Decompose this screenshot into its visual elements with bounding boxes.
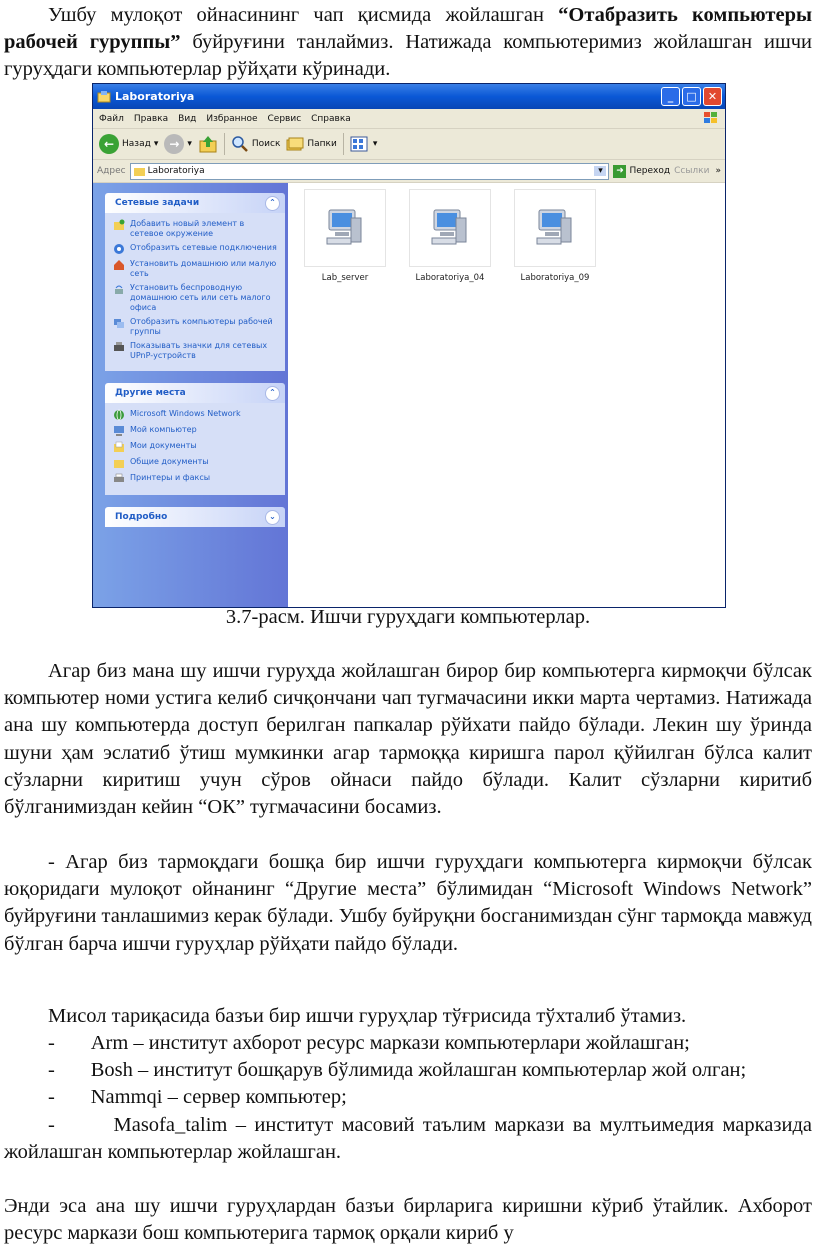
workgroup-computers-icon: [113, 317, 125, 329]
panel-header[interactable]: [105, 383, 285, 403]
toolbar: [93, 129, 725, 160]
computer-label: Lab_server: [321, 273, 369, 283]
intro-text-start: Ушбу мулоқот ойнасининг чап қисмида жойлашган: [48, 4, 559, 26]
folders-icon: [286, 136, 304, 152]
body-paragraph-4: Энди эса ана шу ишчи гуруҳлардан базъи бирларига киришни кўриб ўтайлик. Ахборот ресурс маркази бош компьютерига тармоқ орқали кириб у: [4, 1195, 812, 1245]
chevron-down-icon: ▾: [187, 139, 192, 149]
go-button[interactable]: [613, 165, 670, 178]
task-label: Добавить новый элемент в сетевое окружение: [130, 219, 245, 238]
figure-caption: 3.7-расм. Ишчи гуруҳдаги компьютерлар.: [225, 606, 591, 628]
task-add-network-place[interactable]: [113, 219, 279, 239]
place-microsoft-windows-network[interactable]: [113, 409, 279, 421]
add-network-place-icon: [113, 219, 125, 231]
go-arrow-icon: ➜: [613, 165, 626, 178]
network-tasks-panel: [105, 193, 285, 371]
toolbar-separator: [343, 133, 344, 155]
computer-icon-frame: [304, 189, 386, 267]
task-label: Установить беспроводную домашнюю сеть или сеть малого офиса: [130, 283, 271, 312]
back-arrow-icon: ←: [99, 134, 119, 154]
place-printers-and-faxes[interactable]: [113, 473, 279, 485]
details-panel: [105, 507, 285, 527]
up-button[interactable]: [198, 134, 218, 154]
globe-network-icon: [113, 409, 125, 421]
computer-item[interactable]: [510, 189, 600, 283]
place-label: Принтеры и факсы: [130, 473, 211, 482]
menu-view[interactable]: Вид: [178, 113, 197, 124]
address-label: Адрес: [97, 166, 126, 176]
search-label: Поиск: [251, 139, 281, 149]
menubar: [93, 109, 725, 129]
other-places-panel: [105, 383, 285, 495]
chevron-down-icon[interactable]: ▾: [594, 166, 606, 176]
body-paragraph-1: Агар биз мана шу ишчи гуруҳда жойлашган бирор бир компьютерга кирмоқчи бўлсак компьютер номи устига келиб сичқончани чап тугмачасини икки марта чертамиз. Натижада ана шу компьютерда доступ берилган папкалар рўйхати пайдо бўлади. Лекин шу ўринда шуни ҳам эслатиб ўтиш мумкинки агар тармоққа киришга парол қўйилган бўлса калит сўзларни киритиш учун сўров ойнаси пайдо бўлади. Калит сўзларни киритиб бўлганимиздан кейин “ОК” тугмачасини босамиз.: [4, 660, 812, 819]
place-label: Microsoft Windows Network: [130, 409, 241, 418]
folders-label: Папки: [307, 139, 337, 149]
task-label: Показывать значки для сетевых UPnP-устройств: [130, 341, 268, 360]
intro-text-end: буйруғини танлаймиз. Натижада компьютеримиз жойлашган ишчи гуруҳдаги компьютерлар рўйҳати кўринади.: [4, 31, 813, 81]
list-item: - Arm – институт ахборот ресурс маркази компьютерлари жойлашган;: [48, 1032, 690, 1054]
chevron-down-icon: ▾: [153, 139, 159, 149]
place-label: Общие документы: [130, 457, 209, 466]
toolbar-separator: [224, 133, 225, 155]
task-label: Отобразить компьютеры рабочей группы: [130, 317, 273, 336]
close-button[interactable]: ✕: [703, 87, 722, 106]
back-button[interactable]: [99, 134, 158, 154]
back-label: Назад: [122, 139, 151, 149]
body-paragraph-2: - Агар биз тармоқдаги бошқа бир ишчи гуруҳдаги компьютерга кирмоқчи бўлсак юқоридаги мулоқот ойнанинг “Другие места” бўлимидан “Microsoft Windows Network” буйруғини танлашимиз керак бўлади. Ушбу буйруқни босганимиздан сўнг тармоқда мавжуд бўлган барча ишчи гуруҳлар рўйҳати пайдо бўлади.: [4, 851, 812, 955]
network-connections-icon: [113, 243, 125, 255]
computer-item[interactable]: [300, 189, 390, 283]
upnp-device-icon: [113, 341, 125, 353]
task-setup-home-network[interactable]: [113, 259, 279, 279]
place-my-computer[interactable]: [113, 425, 279, 437]
go-label: Переход: [629, 166, 671, 176]
menu-edit[interactable]: Правка: [133, 113, 169, 124]
computer-icon-frame: [514, 189, 596, 267]
window-buttons: [661, 87, 722, 106]
printer-icon: [113, 473, 125, 485]
workgroup-list: [4, 1030, 812, 1166]
task-show-workgroup-computers[interactable]: [113, 317, 279, 337]
task-setup-wireless[interactable]: [113, 283, 279, 313]
my-documents-icon: [113, 441, 125, 453]
chevron-down-icon: ▾: [372, 139, 378, 149]
task-label: Установить домашнюю или малую сеть: [130, 259, 277, 278]
panel-header[interactable]: [105, 507, 285, 527]
computer-icon-frame: [409, 189, 491, 267]
my-computer-icon: [113, 425, 125, 437]
network-folder-icon: [97, 90, 111, 104]
place-my-documents[interactable]: [113, 441, 279, 453]
window-title: Laboratoriya: [115, 90, 195, 103]
windows-logo-icon: [703, 111, 719, 125]
views-button[interactable]: [350, 136, 378, 152]
explorer-window-screenshot: [92, 83, 726, 608]
folders-button[interactable]: [286, 136, 336, 152]
network-computer-icon: [321, 204, 369, 252]
intro-bold-command: “Отабразить компьютеры рабочей гуруппы”: [4, 4, 812, 54]
address-value: Laboratoriya: [147, 166, 205, 176]
panel-body: [105, 213, 285, 371]
task-label: Отобразить сетевые подключения: [130, 243, 277, 252]
network-computer-icon: [426, 204, 474, 252]
menu-help[interactable]: Справка: [311, 113, 351, 124]
collapse-chevron-icon[interactable]: ⌃: [265, 196, 280, 211]
maximize-button[interactable]: □: [682, 87, 701, 106]
computer-label: Laboratoriya_04: [415, 273, 485, 283]
minimize-button[interactable]: _: [661, 87, 680, 106]
network-folder-icon: [134, 166, 145, 176]
forward-arrow-icon: →: [164, 134, 184, 154]
chevron-right-icon[interactable]: »: [715, 166, 721, 176]
wireless-network-icon: [113, 283, 125, 295]
list-item: - Nammqi – сервер компьютер;: [48, 1086, 347, 1109]
panel-title: Другие места: [115, 388, 186, 398]
body-paragraph-3: Мисол тариқасида базъи бир ишчи гуруҳлар тўғрисида тўхталиб ўтамиз.: [48, 1005, 687, 1027]
folder-up-icon: [198, 134, 218, 154]
place-shared-documents[interactable]: [113, 457, 279, 469]
forward-button[interactable]: [164, 134, 192, 154]
expand-chevron-icon[interactable]: ⌄: [265, 510, 280, 525]
panel-title: Подробно: [115, 512, 168, 522]
place-label: Мой компьютер: [130, 425, 197, 434]
search-button[interactable]: [231, 135, 281, 153]
place-label: Мои документы: [130, 441, 197, 450]
file-view: [288, 183, 725, 607]
search-icon: [231, 135, 249, 153]
list-item: - Masofa_talim – институт масовий таълим маркази ва мултьимедия марказида жойлашган компьютерлар жойлашган.: [4, 1113, 812, 1163]
menu-tools[interactable]: Сервис: [267, 113, 302, 124]
computer-label: Laboratoriya_09: [520, 273, 590, 283]
collapse-chevron-icon[interactable]: ⌃: [265, 386, 280, 401]
panel-title: Сетевые задачи: [115, 198, 200, 208]
views-icon: [350, 136, 370, 152]
list-item: - Bosh – институт бошқарув бўлимида жойлашган компьютерлар жой олган;: [48, 1059, 747, 1082]
menu-file[interactable]: Файл: [99, 113, 124, 124]
home-network-icon: [113, 259, 125, 271]
network-computer-icon: [531, 204, 579, 252]
panel-body: [105, 403, 285, 495]
links-label[interactable]: Ссылки: [674, 166, 710, 176]
computer-item[interactable]: [405, 189, 495, 283]
task-pane: [93, 183, 288, 607]
intro-paragraph: [4, 2, 812, 84]
menu-favorites[interactable]: Избранное: [206, 113, 258, 124]
address-input[interactable]: [130, 163, 610, 180]
shared-documents-icon: [113, 457, 125, 469]
window-titlebar: [93, 84, 725, 109]
explorer-content: [93, 183, 725, 607]
task-show-upnp-icons[interactable]: [113, 341, 279, 361]
address-bar: [93, 160, 725, 183]
panel-header[interactable]: [105, 193, 285, 213]
task-show-connections[interactable]: [113, 243, 279, 255]
